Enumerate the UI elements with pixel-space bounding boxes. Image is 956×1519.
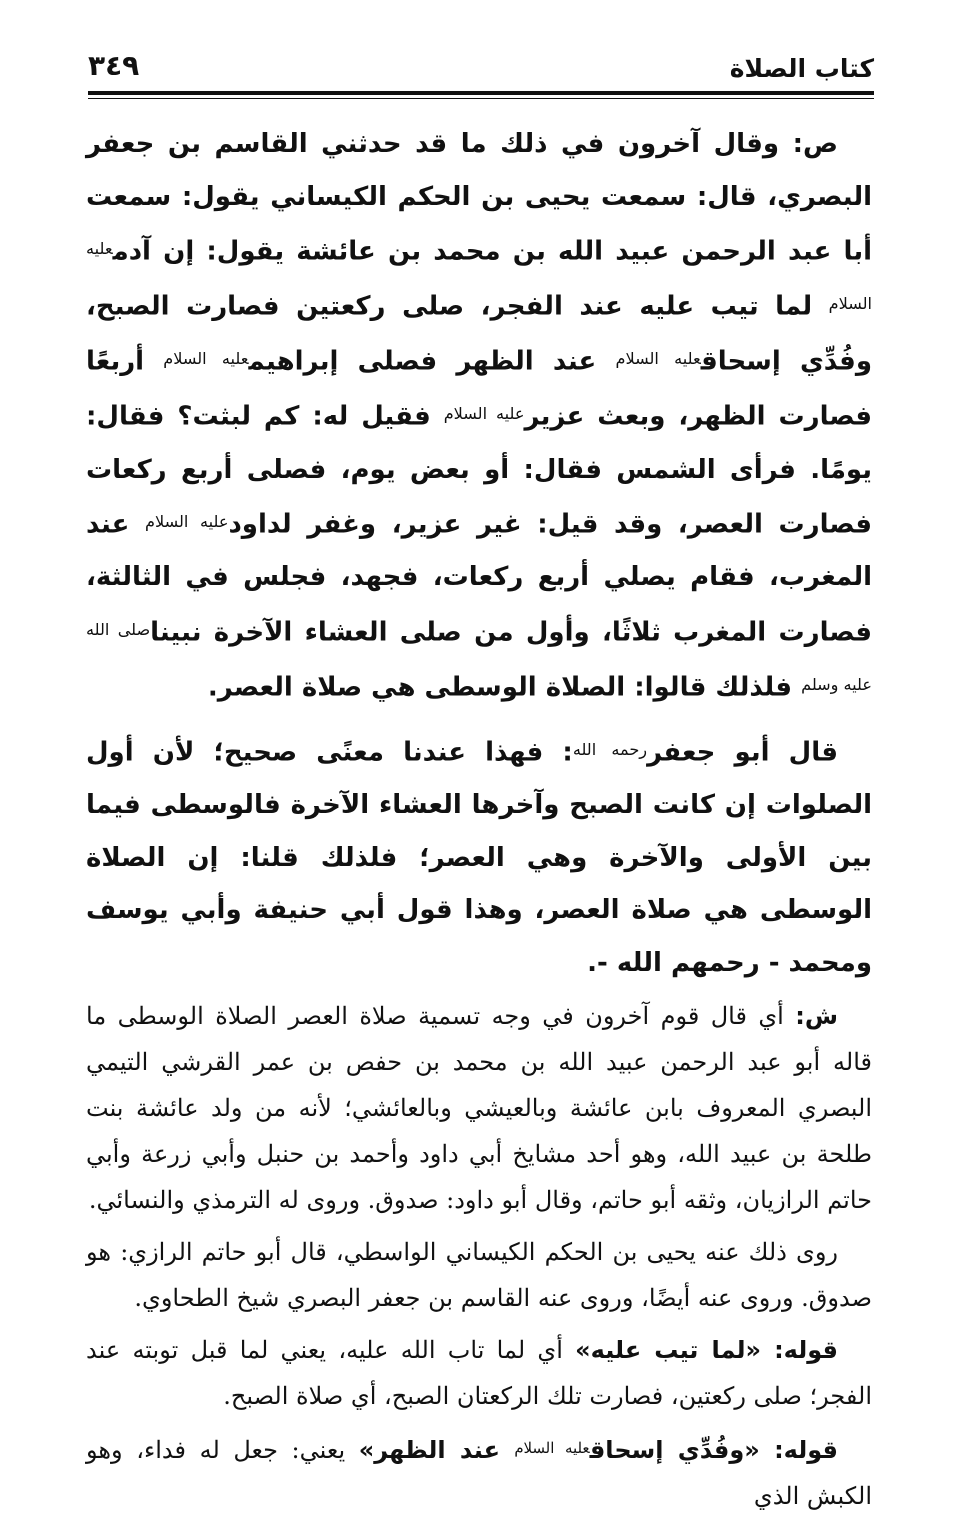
matn-text: : فهذا عندنا معنًى صحيح؛ لأن أول الصلوات إن كانت الصبح وآخرها العشاء الآخرة فالوسطى فيما بين الأولى والآخرة وهي العصر؛ فلذلك قلنا: إن الصلاة الوسطى هي صلاة العصر، وهذا قول أبي حنيفة وأبي يوسف ومحمد - رحمهم الله -. [86,737,872,978]
qawluhu-label: قوله: [759,1436,839,1465]
sharh-text: روى ذلك عنه يحيى بن الحكم الكيساني الواسطي، قال أبو حاتم الرازي: هو صدوق. وروى عنه أيضًا، وروى عنه القاسم بن جعفر البصري شيخ الطحاوي. [86,1238,872,1313]
sharh-text: يعني: جعل له فداء، وهو الكبش الذي [86,1436,872,1511]
matn-text: فلذلك قالوا: الصلاة الوسطى هي صلاة العصر. [207,672,802,703]
matn-label: ص: [792,129,838,159]
sharh-paragraph-4 [86,1425,872,1519]
header-rule-thin [88,98,874,99]
page-header [88,48,874,88]
honorific-ligature: عليه السلام [514,1439,590,1458]
matn-paragraph-2 [86,724,872,989]
qawluhu-label: قوله: [761,1336,838,1365]
sharh-paragraph-3 [86,1327,872,1419]
matn-text: عند الظهر فصلى إبراهيم [248,346,616,377]
page-body [86,118,872,1519]
quoted-phrase: عند الظهر» [358,1436,515,1465]
matn-text: قال أبو جعفر [647,737,838,768]
honorific-ligature: صلى الله عليه وسلم [86,619,872,694]
book-title: كتاب الصلاة [729,54,874,83]
header-rule-thick [88,91,874,95]
honorific-ligature: عليه السلام [163,349,249,369]
matn-text: عند المغرب، فقام يصلي أربع ركعات، فجهد، فجلس في الثالثة، فصارت المغرب ثلاثًا، وأول من صلى العشاء الآخرة نبينا [86,509,872,648]
sharh-text: أي لما تاب الله عليه، يعني لما قبل توبته عند الفجر؛ صلى ركعتين، فصارت تلك الركعتان الصبح، أي صلاة الصبح. [86,1336,872,1411]
matn-text: أربعًا فصارت الظهر، وبعث عزير [86,346,873,433]
sharh-text: أي قال قوم آخرون في وجه تسمية صلاة العصر الصلاة الوسطى ما قاله أبو عبد الرحمن عبيد الله بن محمد بن حفص بن عمر القرشي التيمي البصري المعروف بابن عائشة وبالعيشي وبالعائشي؛ لأنه من ولد عائشة بنت طلحة بن عبيد الله، وهو أحد مشايخ أبي داود وأحمد بن حنبل وأبي زرعة وأبي حاتم الرازيان، وثقه أبو حاتم، وقال أبو داود: صدوق. وروى له الترمذي والنسائي. [86,1002,873,1215]
matn-text: لما تيب عليه عند الفجر، صلى ركعتين فصارت الصبح، وفُدِّي إسحاق [86,291,872,377]
honorific-ligature: رحمه الله [572,739,648,759]
sharh-paragraph-2 [86,1229,872,1321]
sharh-paragraph-1 [86,993,872,1223]
page-number: ٣٤٩ [88,49,140,82]
honorific-ligature: عليه السلام [145,512,229,532]
matn-text: وقال آخرون في ذلك ما قد حدثني القاسم بن جعفر البصري، قال: سمعت يحيى بن الحكم الكيساني يقول: سمعت أبا عبد الرحمن عبيد الله بن محمد بن عائشة يقول: إن آدم [86,129,872,267]
matn-paragraph-1 [86,118,872,714]
matn-text: فقيل له: كم لبثت؟ فقال: يومًا. فرأى الشمس فقال: أو بعض يوم، فصلى أربع ركعات فصارت العصر، وقد قيل: غير عزير، وغفر لداود [86,402,872,540]
sharh-label: ش: [795,1002,838,1031]
honorific-ligature: عليه السلام [86,239,872,314]
honorific-ligature: عليه السلام [443,404,525,424]
quoted-phrase: «لما تيب عليه» [575,1336,762,1365]
quoted-phrase: «وفُدِّي إسحاق [589,1436,760,1465]
honorific-ligature: عليه السلام [615,349,701,369]
